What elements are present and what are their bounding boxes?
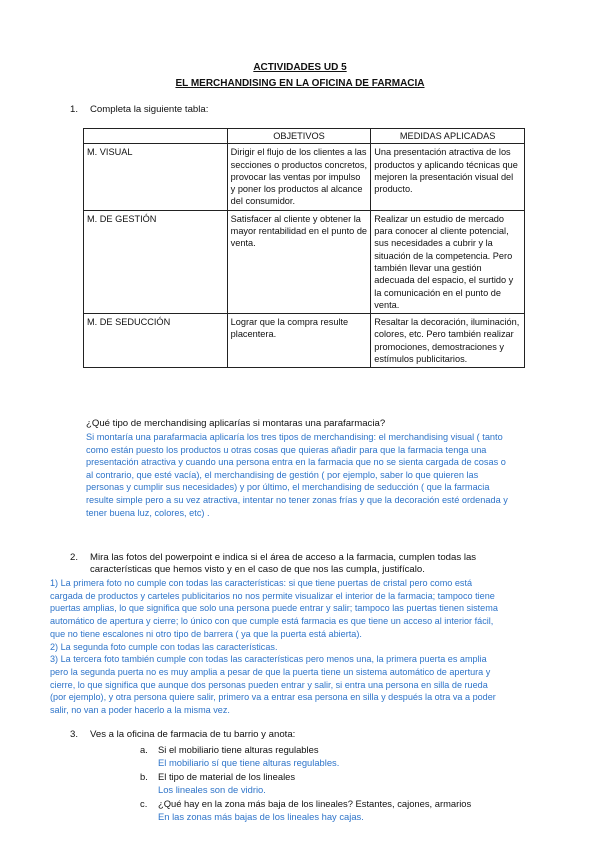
answer-line: tener buena luz, colores, etc) . <box>86 507 210 518</box>
question-3-text: Ves a la oficina de farmacia de tu barrio y anota: <box>90 729 296 740</box>
answer-line: (por ejemplo), y otra persona quiere salir, primero va a entrar esa persona en silla y después la otra va a poder <box>50 692 496 703</box>
table-row <box>84 144 525 210</box>
item-a-answer: El mobiliario sí que tiene alturas regulables. <box>158 757 340 768</box>
row-label: M. DE SEDUCCIÓN <box>84 314 228 368</box>
item-c-answer: En las zonas más bajas de los lineales hay cajas. <box>158 811 364 822</box>
question-1b-answer <box>86 431 556 519</box>
row-objetivos: Lograr que la compra resulte placentera. <box>227 314 371 368</box>
item-c-letter: c. <box>140 798 148 809</box>
question-3-number: 3. <box>70 729 79 740</box>
table-header-medidas: MEDIDAS APLICADAS <box>371 129 525 144</box>
question-2-number: 2. <box>70 552 79 563</box>
answer-line: presentación atractiva y cuando una persona entra en la farmacia que no se sienta cargada de cosas o <box>86 457 506 468</box>
answer-line: automático de apertura y cierre; lo único con que cumple está farmacia es que tiene un acceso al interior fácil, <box>50 616 494 627</box>
answer-line: 1) La primera foto no cumple con todas las características: si que tiene puertas de cristal pero como está <box>50 578 473 588</box>
answer-line: 2) La segunda foto cumple con todas las características. <box>50 641 278 652</box>
answer-line: cargada de productos y carteles publicitarios no nos permite visualizar el interior de la farmacia; tampoco tiene <box>50 590 495 601</box>
answer-line: Si montaría una parafarmacia aplicaría los tres tipos de merchandising: el merchandising visual ( tanto <box>86 432 503 442</box>
answer-line: puertas amplias, lo que significa que solo una persona puede entrar y salir; tampoco las puertas tienen sistema <box>50 603 498 614</box>
question-2-answer <box>50 577 570 717</box>
item-a-letter: a. <box>140 744 148 755</box>
table-header-row <box>84 129 525 144</box>
document-subtitle: EL MERCHANDISING EN LA OFICINA DE FARMACIA <box>175 78 425 89</box>
row-objetivos: Satisfacer al cliente y obtener la mayor rentabilidad en el punto de venta. <box>227 210 371 313</box>
item-b-answer: Los lineales son de vidrio. <box>158 784 266 795</box>
row-medidas: Realizar un estudio de mercado para conocer al cliente potencial, sus necesidades a cubrir y la situación de la competencia. Pero también llevar una gestión adecuada del espacio, el surtido y la comunicación en el punto de venta. <box>371 210 525 313</box>
answer-line: salir, no van a poder hacerlo a la misma vez. <box>50 705 230 716</box>
table-header-objetivos: OBJETIVOS <box>227 129 371 144</box>
item-b-question: El tipo de material de los lineales <box>158 771 296 782</box>
question-1-text: Completa la siguiente tabla: <box>90 104 209 115</box>
question-1-number: 1. <box>70 104 79 115</box>
merchandising-table <box>83 128 525 368</box>
answer-line: 3) La tercera foto también cumple con todas las características pero menos una, la primera puerta es amplia <box>50 654 487 665</box>
question-1b-text: ¿Qué tipo de merchandising aplicarías si montaras una parafarmacia? <box>86 418 386 429</box>
table-header-cell <box>84 129 228 144</box>
row-objetivos: Dirigir el flujo de los clientes a las secciones o productos concretos, provocar las ventas por impulso y poner los productos al alcance del consumidor. <box>227 144 371 210</box>
row-label: M. VISUAL <box>84 144 228 210</box>
item-a-question: Si el mobiliario tiene alturas regulables <box>158 744 319 755</box>
item-c-question: ¿Qué hay en la zona más baja de los lineales? Estantes, cajones, armarios <box>158 798 472 809</box>
question-line: características que hemos visto y en el caso de que nos las cumpla, justifícalo. <box>90 564 425 575</box>
row-medidas: Una presentación atractiva de los productos y aplicando técnicas que mejoren la presentación visual del producto. <box>371 144 525 210</box>
answer-line: cierre, lo que significa que aunque dos personas pueden entrar y salir, si entra una persona en silla de rueda <box>50 679 488 690</box>
document-title: ACTIVIDADES UD 5 <box>253 62 347 73</box>
answer-line: pero la segunda puerta no es muy amplia a pesar de que la puerta tiene un sistema automático de apertura y <box>50 666 491 677</box>
answer-line: resulte simple pero a su vez atractiva, intentar no tener zonas frías y que la decoración esté ordenada y <box>86 494 508 505</box>
row-medidas: Resaltar la decoración, iluminación, colores, etc. Pero también realizar promociones, demostraciones y estímulos publicitarios. <box>371 314 525 368</box>
answer-line: al contrario, que esté vacía), el merchandising de gestión ( por ejemplo, saber lo que quieren las <box>86 469 479 480</box>
answer-line: como están puesto los productos u otras cosas que quieras añadir para que la farmacia tenga una <box>86 444 487 455</box>
table-row <box>84 210 525 313</box>
table-row <box>84 314 525 368</box>
answer-line: que no tiene escalones ni otro tipo de barrera ( ya que la puerta está abierta). <box>50 628 362 639</box>
row-label: M. DE GESTIÓN <box>84 210 228 313</box>
answer-line: personas y cumplir sus necesidades) y por último, el merchandising de seducción ( que la farmacia <box>86 482 490 493</box>
question-2-text <box>90 552 550 576</box>
item-b-letter: b. <box>140 771 148 782</box>
question-line: Mira las fotos del powerpoint e indica si el área de acceso a la farmacia, cumplen todas las <box>90 552 477 563</box>
